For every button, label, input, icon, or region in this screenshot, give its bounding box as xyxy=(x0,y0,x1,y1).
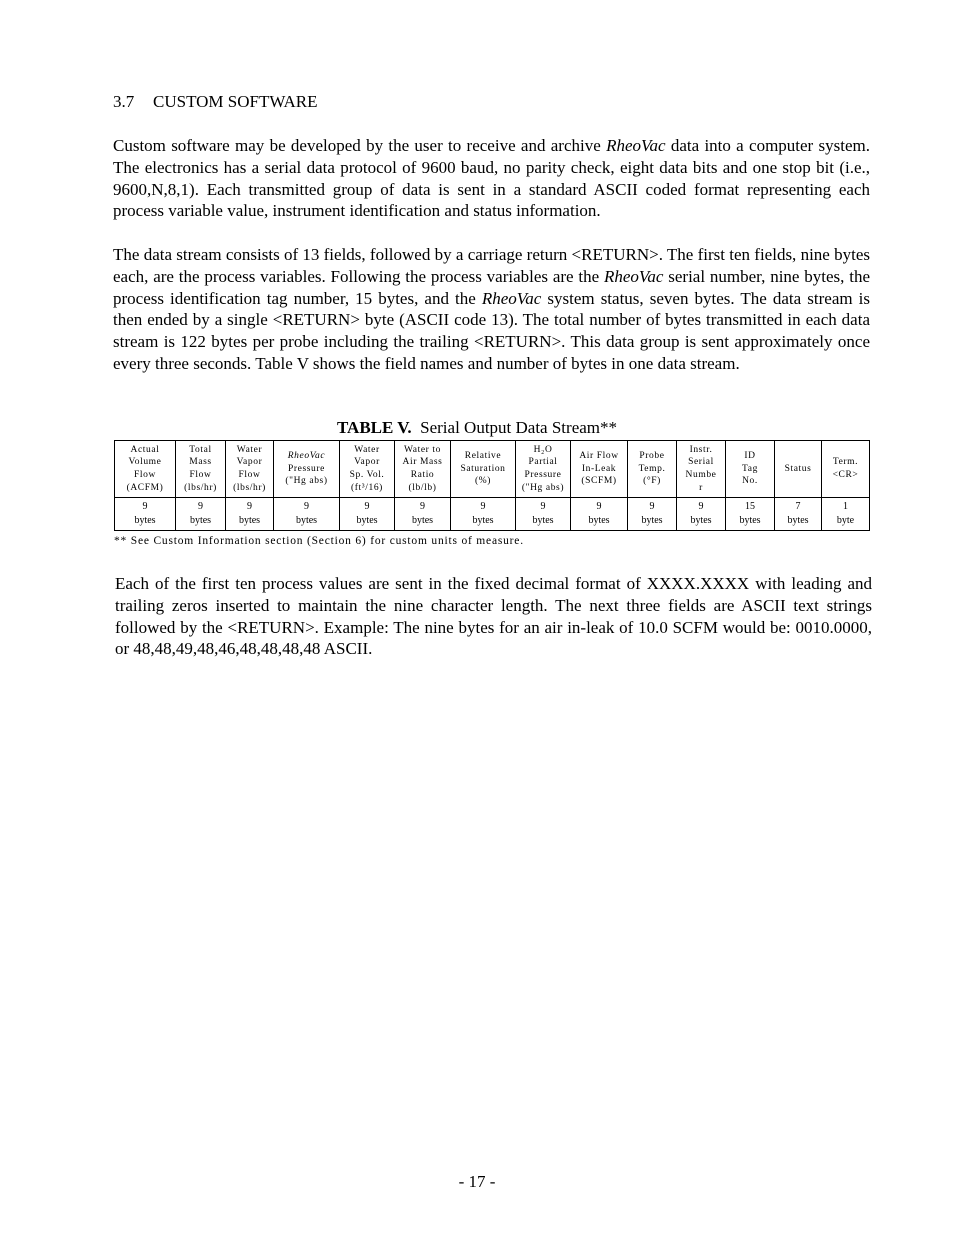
table-header-cell xyxy=(726,441,775,498)
header-line: (SCFM) xyxy=(581,476,617,487)
header-line: (ACFM) xyxy=(126,482,164,493)
size-value: 9 xyxy=(304,501,309,512)
size-unit: bytes xyxy=(690,515,712,526)
paragraph-data-stream xyxy=(113,244,870,375)
header-line: (lbs/hr) xyxy=(233,482,266,493)
size-value: 9 xyxy=(540,501,546,512)
size-value: 9 xyxy=(596,501,602,512)
size-unit: bytes xyxy=(787,515,809,526)
header-line: Temp. xyxy=(638,463,666,474)
text-run: Custom software may be developed by the user to receive and archive xyxy=(113,136,607,155)
size-value: 9 xyxy=(649,501,655,512)
table-header-cell xyxy=(340,441,395,498)
table-header-cell xyxy=(628,441,677,498)
header-line: Flow xyxy=(238,470,261,480)
header-line: Partial xyxy=(528,457,558,468)
header-line: Air Flow xyxy=(579,451,619,462)
header-line: Numbe xyxy=(685,470,717,480)
table-header-row xyxy=(115,441,870,498)
size-value: 7 xyxy=(795,501,801,512)
size-unit: bytes xyxy=(588,515,610,526)
header-line: Relative xyxy=(464,451,502,462)
text-run: The data stream consists of 13 fields, followed by a carriage return <RETURN>. The first ten fields, nine bytes each, are the process variables. Following the process variables are the xyxy=(113,245,870,286)
text-run: serial number, nine bytes, the process identification tag number, 15 bytes, and the xyxy=(113,266,870,308)
page-number: - 17 - xyxy=(458,1172,496,1191)
header-line: Volume xyxy=(128,457,162,468)
table-header-cell xyxy=(451,441,516,498)
size-value: 9 xyxy=(420,501,425,512)
header-line: Vapor xyxy=(236,457,263,468)
table-header-cell xyxy=(176,441,226,498)
table-header-cell xyxy=(822,441,870,498)
size-value: 9 xyxy=(480,501,486,512)
brand-name: RheoVac xyxy=(481,288,542,308)
size-unit: bytes xyxy=(472,515,494,526)
header-line: Vapor xyxy=(354,457,380,468)
table-size-cell xyxy=(726,498,775,531)
size-value: 9 xyxy=(364,501,370,512)
table-size-cell xyxy=(274,498,340,531)
header-line: No. xyxy=(742,476,758,487)
size-value: 9 xyxy=(142,501,148,512)
header-line: Mass xyxy=(189,457,212,468)
size-unit: bytes xyxy=(189,515,212,526)
size-unit: bytes xyxy=(411,515,434,526)
header-line: H₂O xyxy=(533,444,553,455)
size-unit: bytes xyxy=(134,515,156,526)
header-line: Ratio xyxy=(410,470,435,480)
size-value: 15 xyxy=(745,501,755,512)
header-line: Flow xyxy=(189,470,212,480)
header-line: <CR> xyxy=(832,470,859,480)
table-size-cell xyxy=(176,498,226,531)
size-unit: bytes xyxy=(238,515,261,526)
header-line: Total xyxy=(189,444,212,455)
header-line: Flow xyxy=(134,470,156,480)
header-line: Term. xyxy=(832,457,859,468)
header-line: Air Mass xyxy=(402,457,443,468)
table-size-cell xyxy=(571,498,628,531)
header-line: Water xyxy=(236,444,263,455)
paragraph-intro xyxy=(113,135,870,222)
header-line: ("Hg abs) xyxy=(285,476,328,487)
section-title: CUSTOM SOFTWARE xyxy=(153,92,318,111)
header-line: RheoVac xyxy=(287,451,326,462)
table-header-cell xyxy=(274,441,340,498)
table-size-cell xyxy=(822,498,870,531)
table-header-cell xyxy=(775,441,822,498)
table-header-cell xyxy=(226,441,274,498)
table-footnote: ** See Custom Information section (Section 6) for custom units of measure. xyxy=(114,535,524,547)
table-size-cell xyxy=(115,498,176,531)
header-line: Serial xyxy=(688,457,714,468)
table-header-cell xyxy=(516,441,571,498)
table-header-cell xyxy=(677,441,726,498)
header-line: ("Hg abs) xyxy=(521,482,565,493)
table-caption xyxy=(0,418,954,438)
header-line: (ft³/16) xyxy=(351,482,383,493)
header-line: Tag xyxy=(742,463,758,474)
header-line: Water xyxy=(354,444,380,455)
header-line: Pressure xyxy=(288,463,325,474)
size-unit: bytes xyxy=(739,515,761,526)
table-header-cell xyxy=(571,441,628,498)
header-line: In-Leak xyxy=(581,463,617,474)
brand-name: RheoVac xyxy=(603,266,664,286)
paragraph-format: Each of the first ten process values are sent in the fixed decimal format of XXXX.XXXX with leading and trailing zeros inserted to maintain the nine character length. The next three fields are ASCII text strings followed by the <RETURN>. Example: The nine bytes for an air in-leak of 10.0 SCFM would be: 0010.0000, or 48,48,49,48,46,48,48,48,48 ASCII. xyxy=(115,574,872,659)
size-unit: byte xyxy=(836,515,855,526)
header-line: (%) xyxy=(474,476,492,487)
size-unit: bytes xyxy=(295,515,318,526)
size-value: 9 xyxy=(198,501,203,512)
size-unit: bytes xyxy=(356,515,378,526)
text-run: system status, seven bytes. The data stream is then ended by a single <RETURN> byte (ASCII code 13). The total number of bytes transmitted in each data stream is 122 bytes per probe including the trailing <RETURN>. This data group is sent approximately once every three seconds. Table V shows the field names and number of bytes in one data stream. xyxy=(113,288,870,373)
header-line: (°F) xyxy=(643,476,661,487)
header-line: Water to xyxy=(403,444,441,455)
header-line: Status xyxy=(784,463,812,474)
size-unit: bytes xyxy=(641,515,663,526)
header-line: Saturation xyxy=(460,463,506,474)
brand-name: RheoVac xyxy=(606,136,666,155)
header-line: Sp. Vol. xyxy=(349,470,385,480)
table-size-cell xyxy=(775,498,822,531)
header-line: (lbs/hr) xyxy=(184,482,217,493)
table-size-cell xyxy=(516,498,571,531)
header-line: r xyxy=(699,482,703,493)
size-value: 9 xyxy=(698,501,704,512)
table-size-cell xyxy=(677,498,726,531)
size-value: 1 xyxy=(843,501,848,512)
table-size-cell xyxy=(340,498,395,531)
header-line: ID xyxy=(744,451,756,462)
table-caption-label: TABLE V. xyxy=(336,418,412,437)
serial-output-table xyxy=(114,440,870,531)
table-size-cell xyxy=(226,498,274,531)
section-number: 3.7 xyxy=(113,92,135,111)
section-heading xyxy=(113,92,318,112)
header-line: Pressure xyxy=(524,470,562,480)
table-size-cell xyxy=(628,498,677,531)
table-header-cell xyxy=(115,441,176,498)
header-line: Instr. xyxy=(689,444,713,455)
table-header-cell xyxy=(395,441,451,498)
text-run: data into a computer system. The electronics has a serial data protocol of 9600 baud, no parity check, eight data bits and one stop bit (i.e., 9600,N,8,1). Each transmitted group of data is sent in a standard ASCII coded format representing each process variable value, instrument identification and status information. xyxy=(113,136,870,221)
table-size-row xyxy=(115,498,870,531)
header-line: Probe xyxy=(639,451,665,462)
size-value: 9 xyxy=(247,501,252,512)
size-unit: bytes xyxy=(532,515,554,526)
table-size-cell xyxy=(395,498,451,531)
header-line: (lb/lb) xyxy=(408,482,437,493)
header-line: Actual xyxy=(130,444,160,455)
table-caption-text: Serial Output Data Stream** xyxy=(420,418,618,437)
table-size-cell xyxy=(451,498,516,531)
